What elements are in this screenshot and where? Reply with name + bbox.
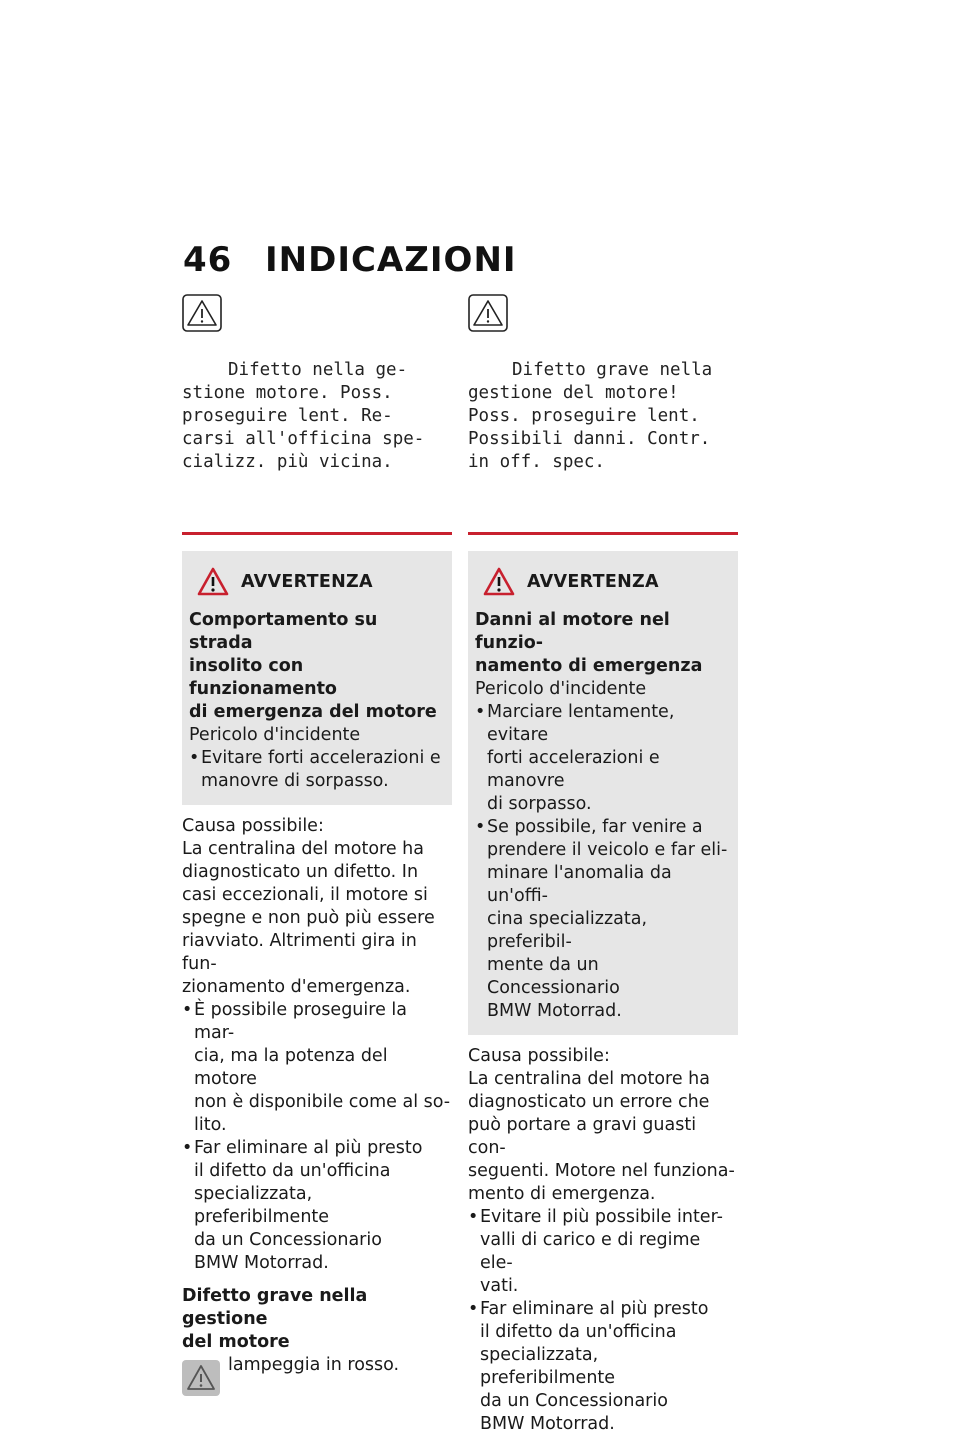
action-list: [468, 1206, 738, 1436]
red-divider: [468, 532, 738, 535]
right-column: [468, 290, 738, 1436]
list-item: • Far eliminare al più presto il difetto da un'officina specializzata, preferibilmente da un Concessionario BMW Motorrad.: [182, 1137, 452, 1275]
warning-bullets: [475, 701, 730, 1023]
display-message-block: [468, 290, 738, 520]
warning-title: AVVERTENZA: [527, 572, 659, 592]
list-item: • Se possibile, far venire a prendere il veicolo e far eli- minare l'anomalia da un'offi- cina specializzata, preferibil- mente da un Concessionario BMW Motorrad.: [475, 816, 730, 1023]
warning-bullets: [189, 747, 444, 793]
list-item: • Marciare lentamente, evitare forti accelerazioni e manovre di sorpasso.: [475, 701, 730, 816]
warning-risk: Pericolo d'incidente: [475, 679, 647, 699]
page-title: INDICAZIONI: [265, 240, 517, 280]
list-item: • Evitare il più possibile inter- valli di carico e di regime ele- vati.: [468, 1206, 738, 1298]
red-divider: [182, 532, 452, 535]
blink-text: lampeggia in rosso.: [228, 1355, 400, 1375]
warning-box: [182, 551, 452, 805]
warning-subtitle: Danni al motore nel funzio- namento di emergenza: [475, 610, 703, 676]
warning-icon: [483, 567, 515, 597]
page-header: [183, 240, 517, 280]
display-message-block: [182, 290, 452, 520]
warning-icon: [197, 567, 229, 597]
warning-heading: [197, 565, 444, 599]
warning-risk: Pericolo d'incidente: [189, 725, 361, 745]
page-number: 46: [183, 240, 233, 280]
list-item: • Evitare forti accelerazioni e manovre di sorpasso.: [189, 747, 444, 793]
cause-text: Causa possibile: La centralina del motore ha diagnosticato un errore che può portare a gravi guasti con- seguenti. Motore nel funziona- mento di emergenza.: [468, 1046, 735, 1204]
warning-light-icon: [182, 1360, 220, 1396]
action-list: [182, 999, 452, 1275]
warning-triangle-icon: [468, 294, 508, 332]
warning-title: AVVERTENZA: [241, 572, 373, 592]
display-message-text: Difetto grave nella gestione del motore! Poss. proseguire lent. Possibili danni. Contr. in off. spec.: [468, 360, 713, 472]
display-message-text: Difetto nella ge- stione motore. Poss. proseguire lent. Re- carsi all'officina spe- cializz. più vicina.: [182, 360, 425, 472]
left-column: [182, 290, 452, 1396]
cause-text: Causa possibile: La centralina del motore ha diagnosticato un difetto. In casi eccezionali, il motore si spegne e non può più essere riavviato. Altrimenti gira in fun- zionamento d'emergenza.: [182, 816, 435, 997]
warning-box: [468, 551, 738, 1035]
list-item: • Far eliminare al più presto il difetto da un'officina specializzata, preferibilmente da un Concessionario BMW Motorrad.: [468, 1298, 738, 1436]
warning-heading: [483, 565, 730, 599]
list-item: • È possibile proseguire la mar- cia, ma la potenza del motore non è disponibile come al so- lito.: [182, 999, 452, 1137]
warning-subtitle: Comportamento su strada insolito con funzionamento di emergenza del motore: [189, 610, 437, 722]
section-heading: Difetto grave nella gestione del motore: [182, 1286, 368, 1352]
warning-triangle-icon: [182, 294, 222, 332]
blink-indicator-row: [182, 1354, 452, 1396]
